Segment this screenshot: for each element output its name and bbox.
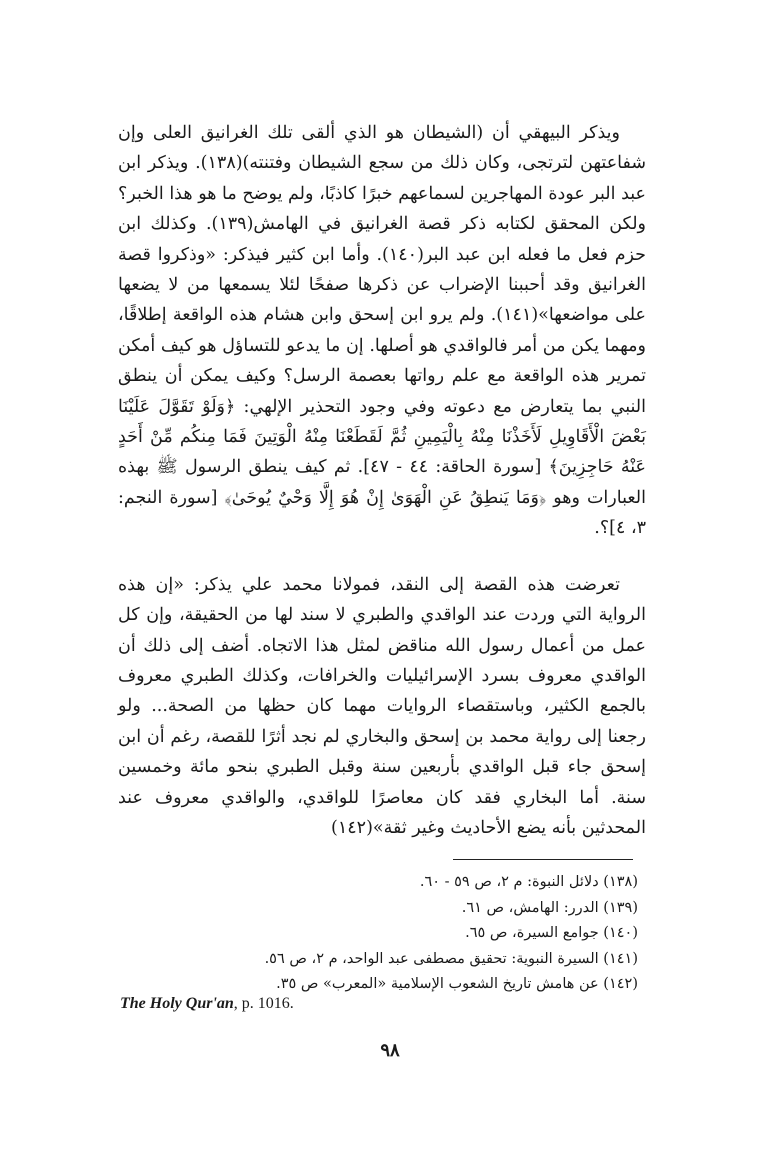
footnote-divider bbox=[453, 859, 633, 860]
reference-title: The Holy Qur'an bbox=[120, 995, 234, 1012]
reference-page: , p. 1016. bbox=[233, 995, 294, 1012]
footnote-141: (١٤١) السيرة النبوية: تحقيق مصطفى عبد الواحد، م ٢، ص ٥٦. bbox=[264, 950, 638, 967]
paragraph-1: ويذكر البيهقي أن (الشيطان هو الذي ألقى تلك الغرانيق العلى وإن شفاعتهن لترتجى، وكان ذلك من سجع الشيطان وفتنته)(١٣٨). ويذكر ابن عبد البر عودة المهاجرين لسماعهم خبرًا كاذبًا، ولم يوضح ما هو هذا الخبر؟ ولكن المحقق لكتابه ذكر قصة الغرانيق في الهامش(١٣٩). وكذلك ابن حزم فعل ما فعله ابن عبد البر(١٤٠). وأما ابن كثير فيذكر: «وذكروا قصة الغرانيق وقد أحببنا الإضراب عن ذكرها صفحًا لئلا يسمعها من لا يضعها على مواضعها»(١٤١). ولم يرو ابن إسحق وابن هشام هذه الواقعة إطلاقًا، ومهما يكن من أمر فالواقدي هو أصلها. إن ما يدعو للتساؤل هو كيف أمكن تمرير هذه الواقعة مع علم رواتها بعصمة الرسل؟ وكيف يمكن أن ينطق النبي بما يتعارض مع دعوته وفي وجود التحذير الإلهي: ﴿وَلَوْ تَقَوَّلَ عَلَيْنَا بَعْضَ الْأَقَاوِيلِ لَأَخَذْنَا مِنْهُ بِالْيَمِينِ ثُمَّ لَقَطَعْنَا مِنْهُ الْوَتِينَ فَمَا مِنكُم مِّنْ أَحَدٍ عَنْهُ حَاجِزِينَ﴾ [سورة الحاقة: ٤٤ - ٤٧]. ثم كيف ينطق الرسول ﷺ بهذه العبارات وهو ﴿وَمَا يَنطِقُ عَنِ الْهَوَىٰ إِنْ هُوَ إِلَّا وَحْيٌ يُوحَىٰ﴾ [سورة النجم: ٣، ٤]؟. bbox=[118, 123, 646, 539]
main-text bbox=[118, 118, 646, 843]
footnote-142: (١٤٢) عن هامش تاريخ الشعوب الإسلامية «المعرب» ص ٣٥. bbox=[276, 976, 638, 993]
footnotes bbox=[118, 870, 638, 998]
footnote-138: (١٣٨) دلائل النبوة: م ٢، ص ٥٩ - ٦٠. bbox=[419, 874, 638, 890]
page-number: ٩٨ bbox=[380, 1040, 400, 1061]
paragraph-2: تعرضت هذه القصة إلى النقد، فمولانا محمد علي يذكر: «إن هذه الرواية التي وردت عند الواقدي والطبري لا سند لها من الحقيقة، وإن كل عمل من أعمال رسول الله مناقض لمثل هذا الاتجاه. أضف إلى ذلك أن الواقدي معروف بسرد الإسرائيليات والخرافات، وكذلك الطبري معروف بالجمع الكثير، وباستقصاء الروايات مهما كان حظها من الصحة... ولو رجعنا إلى رواية محمد بن إسحق والبخاري لم نجد أثرًا للقصة، رغم أن ابن إسحق جاء قبل الواقدي بأربعين سنة وقبل الطبري بنحو مائة وخمسين سنة. أما البخاري فقد كان معاصرًا للواقدي، والواقدي معروف عند المحدثين بأنه يضع الأحاديث وغير ثقة»(١٤٢) bbox=[118, 574, 646, 838]
footnote-140: (١٤٠) جوامع السيرة، ص ٦٥. bbox=[465, 925, 638, 942]
english-reference bbox=[120, 993, 294, 1015]
footnote-139: (١٣٩) الدرر: الهامش، ص ٦١. bbox=[461, 899, 638, 916]
